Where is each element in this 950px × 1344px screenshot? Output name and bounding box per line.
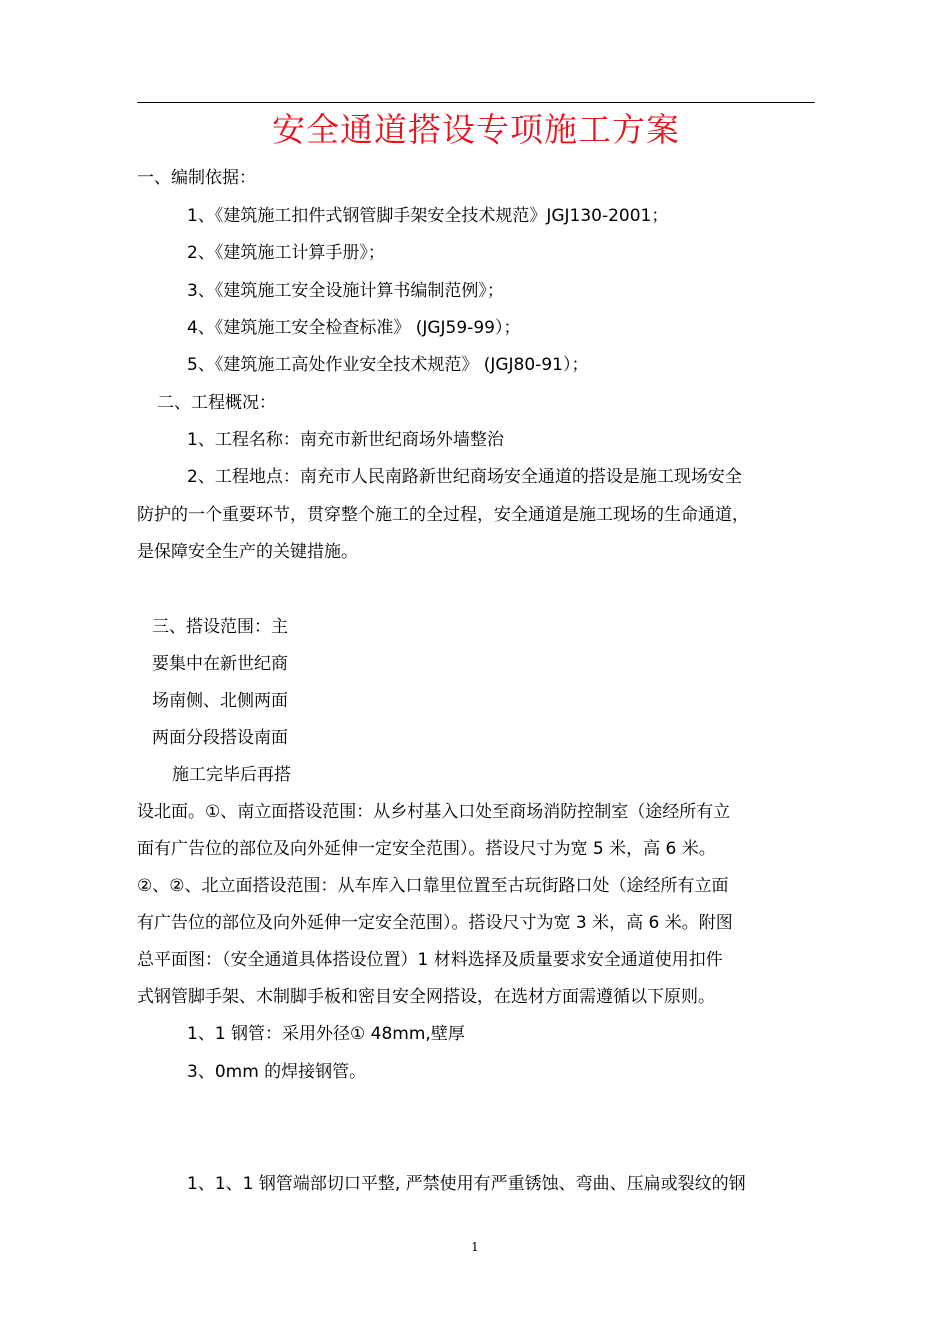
section-heading-basis: 一、编制依据： [137,168,256,188]
list-item: 5、《建筑施工高处作业安全技术规范》 (JGJ80-91）； [187,355,589,375]
scope-paragraph-line: 有广告位的部位及向外延伸一定安全范围）。搭设尺寸为宽 3 米，高 6 米。附图 [137,913,733,933]
section-heading-overview: 二、工程概况： [157,393,276,413]
scope-paragraph-line: 设北面。①、南立面搭设范围：从乡村基入口处至商场消防控制室（途经所有立 [137,802,731,822]
project-location-line: 2、工程地点：南充市人民南路新世纪商场安全通道的搭设是施工现场安全 [187,467,742,487]
project-name: 1、工程名称：南充市新世纪商场外墙整治 [187,430,504,450]
scope-column-line: 两面分段搭设南面 [152,728,288,748]
material-line: 1、1、1 钢管端部切口平整, 严禁使用有严重锈蚀、弯曲、压扁或裂纹的钢 [187,1174,746,1194]
project-location-line: 防护的一个重要环节，贯穿整个施工的全过程，安全通道是施工现场的生命通道， [137,505,749,525]
project-location-line: 是保障安全生产的关键措施。 [137,542,358,562]
header-rule [137,102,815,103]
page-number: 1 [471,1240,479,1254]
scope-paragraph-line: 式钢管脚手架、木制脚手板和密目安全网搭设，在选材方面需遵循以下原则。 [137,987,715,1007]
list-item: 2、《建筑施工计算手册》； [187,243,385,263]
material-line: 3、0mm 的焊接钢管。 [187,1062,367,1082]
scope-column-line: 施工完毕后再搭 [172,765,291,785]
list-item: 1、《建筑施工扣件式钢管脚手架安全技术规范》JGJ130-2001； [187,206,669,226]
material-line: 1、1 钢管：采用外径① 48mm,壁厚 [187,1024,465,1044]
scope-paragraph-line: ②、②、北立面搭设范围：从车库入口靠里位置至古玩街路口处（途经所有立面 [137,876,729,896]
scope-column-line: 场南侧、北侧两面 [152,691,288,711]
scope-paragraph-line: 总平面图：（安全通道具体搭设位置）1 材料选择及质量要求安全通道使用扣件 [137,950,723,970]
list-item: 3、《建筑施工安全设施计算书编制范例》； [187,281,504,301]
list-item: 4、《建筑施工安全检查标准》 (JGJ59-99）； [187,318,521,338]
document-title: 安全通道搭设专项施工方案 [272,110,680,149]
scope-column-line: 要集中在新世纪商 [152,654,288,674]
scope-paragraph-line: 面有广告位的部位及向外延伸一定安全范围）。搭设尺寸为宽 5 米，高 6 米。 [137,839,716,859]
scope-column-line: 三、搭设范围：主 [152,617,288,637]
